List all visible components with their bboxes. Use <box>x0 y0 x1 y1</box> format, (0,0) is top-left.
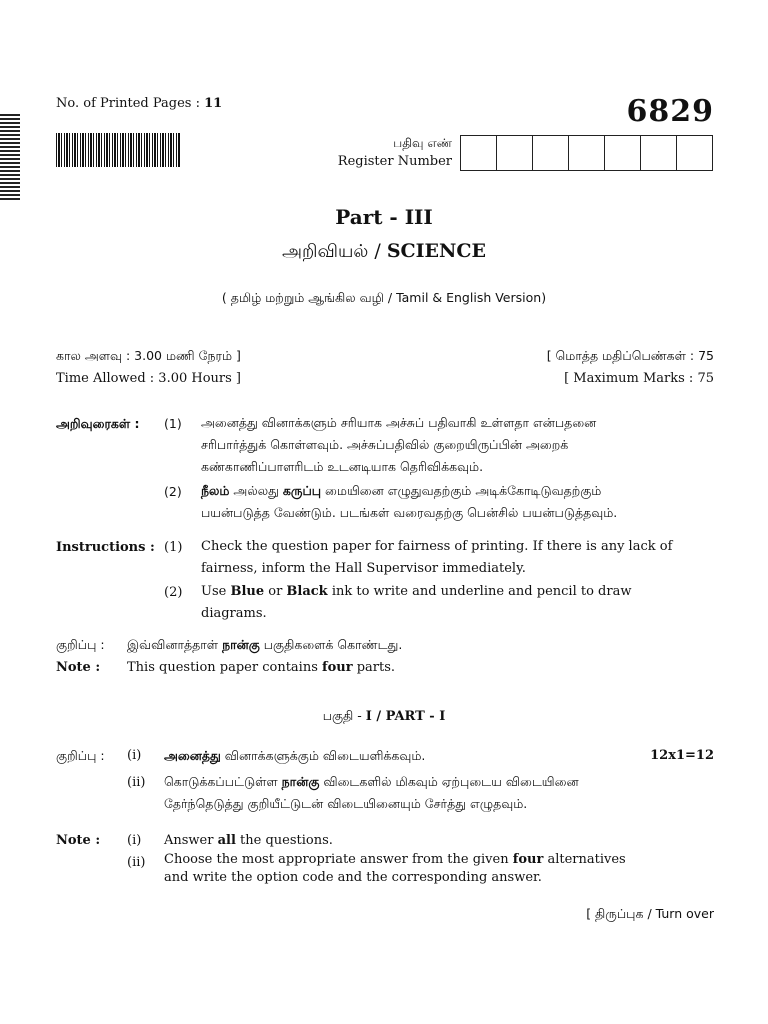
version-line: ( தமிழ் மற்றும் ஆங்கில வழி / Tamil & English Version) <box>221 290 547 305</box>
part1-ta-ii-num: (ii) <box>127 775 146 790</box>
marks-en: [ Maximum Marks : 75 <box>564 371 714 386</box>
part-title: Part - III <box>335 205 433 229</box>
paper-code: 6829 <box>626 94 714 129</box>
printed-pages-value: 11 <box>204 96 223 111</box>
part1-en-ii-c: alternatives <box>543 852 626 867</box>
note-ta-c: பகுதிகளைக் கொண்டது. <box>259 637 403 652</box>
instr-ta-text-1 <box>201 412 715 478</box>
instr-ta-num-1: (1) <box>164 416 182 431</box>
instr-en-2-line2: diagrams. <box>201 606 267 621</box>
or-word-en: or <box>264 584 287 599</box>
part1-en-ii-line1 <box>164 851 715 869</box>
use-word: Use <box>201 584 231 599</box>
part1-ta-ii-line2: தேர்ந்தெடுத்து குறியீட்டுடன் விடையினையும் சேர்த்து எழுதவும். <box>164 796 528 811</box>
instr-ta-1-line3: கண்காணிப்பாளரிடம் உடனடியாக தெரிவிக்கவும். <box>201 459 484 474</box>
part1-en-i-num: (i) <box>127 833 142 848</box>
blue-word-ta: நீலம் <box>201 483 230 498</box>
instr-en-text-1 <box>201 536 715 580</box>
register-digit-box[interactable] <box>461 136 497 170</box>
part1-en-i-rest: the questions. <box>235 833 333 848</box>
note-ta-four: நான்கு <box>222 637 260 652</box>
instructions-label-en: Instructions : <box>56 540 155 555</box>
note-text-en <box>127 660 395 675</box>
register-digit-box[interactable] <box>677 136 712 170</box>
barcode <box>56 133 180 167</box>
register-label-ta: பதிவு எண் <box>393 136 452 150</box>
subject-en: SCIENCE <box>386 240 486 262</box>
instr-ta-2-line1 <box>201 480 715 502</box>
printed-pages-label: No. of Printed Pages : <box>56 96 200 111</box>
part1-ta-i-rest: வினாக்களுக்கும் விடையளிக்கவும். <box>220 748 426 763</box>
instr-ta-1-line2: சரிபார்த்துக் கொள்ளவும். அச்சுப்பதிவில் குறையிருப்பின் அறைக் <box>201 437 569 452</box>
part1-en-ii-a: Choose the most appropriate answer from the given <box>164 852 513 867</box>
note-label-ta: குறிப்பு : <box>56 637 105 652</box>
part1-note-label-en: Note : <box>56 833 101 848</box>
part1-ta-ii-a: கொடுக்கப்பட்டுள்ள <box>164 774 282 789</box>
subject-separator: / <box>368 240 387 262</box>
note-en-c: parts. <box>352 660 396 675</box>
register-digit-box[interactable] <box>497 136 533 170</box>
instr-ta-text-2 <box>201 480 715 524</box>
all-word-ta: அனைத்து <box>164 748 221 763</box>
answer-word: Answer <box>164 833 218 848</box>
part1-note-label-ta: குறிப்பு : <box>56 748 105 763</box>
part1-heading-ta: பகுதி - <box>322 708 366 723</box>
register-label-en: Register Number <box>337 154 452 169</box>
note-label-en: Note : <box>56 660 101 675</box>
marks-ta: [ மொத்த மதிப்பெண்கள் : 75 <box>546 348 714 363</box>
part1-ta-i-text <box>164 748 425 765</box>
subject-title <box>0 240 768 264</box>
black-word-ta: கருப்பு <box>282 483 322 498</box>
part1-heading-en: I / PART - I <box>365 709 446 724</box>
instr-en-2-rest: ink to write and underline and pencil to draw <box>327 584 632 599</box>
part1-en-ii-line2: and write the option code and the corresponding answer. <box>164 870 542 885</box>
register-digit-box[interactable] <box>569 136 605 170</box>
time-en: Time Allowed : 3.00 Hours ] <box>56 371 242 386</box>
four-word-ta: நான்கு <box>281 774 320 789</box>
black-word-en: Black <box>286 584 328 599</box>
part1-en-ii-num: (ii) <box>127 855 146 870</box>
part1-heading <box>0 708 768 725</box>
part1-en-i-text <box>164 833 333 848</box>
part1-ta-ii-line1 <box>164 771 715 793</box>
register-digit-box[interactable] <box>641 136 677 170</box>
instr-ta-num-2: (2) <box>164 484 182 499</box>
instr-en-num-1: (1) <box>164 540 183 555</box>
or-word-ta: அல்லது <box>229 483 283 498</box>
part1-en-ii-text <box>164 851 715 887</box>
note-text-ta <box>127 637 402 654</box>
note-en-a: This question paper contains <box>127 660 322 675</box>
note-ta-a: இவ்வினாத்தாள் <box>127 637 223 652</box>
edge-registration-marks <box>0 114 20 202</box>
register-digit-box[interactable] <box>533 136 569 170</box>
part1-ta-i-num: (i) <box>127 748 142 763</box>
instructions-label-ta: அறிவுரைகள் : <box>56 416 140 431</box>
instr-en-num-2: (2) <box>164 585 183 600</box>
note-en-four: four <box>322 660 353 675</box>
blue-word-en: Blue <box>230 584 265 599</box>
register-digit-box[interactable] <box>605 136 641 170</box>
instr-ta-2-line2: பயன்படுத்த வேண்டும். படங்கள் வரைவதற்கு பென்சில் பயன்படுத்தவும். <box>201 505 618 520</box>
register-number-boxes[interactable] <box>460 135 713 171</box>
turn-over: [ திருப்புக / Turn over <box>586 906 714 921</box>
printed-pages <box>56 96 222 111</box>
part1-ta-ii-c: விடைகளில் மிகவும் ஏற்புடைய விடையினை <box>319 774 579 789</box>
all-word-en: all <box>217 833 236 848</box>
instr-en-text-2 <box>201 581 715 625</box>
subject-ta: அறிவியல் <box>281 241 369 262</box>
four-word-en: four <box>512 852 544 867</box>
time-ta: கால அளவு : 3.00 மணி நேரம் ] <box>56 348 241 363</box>
part1-ta-ii-text <box>164 771 715 815</box>
instr-ta-1-line1: அனைத்து வினாக்களும் சரியாக அச்சுப் பதிவாகி உள்ளதா என்பதனை <box>201 415 597 430</box>
instr-en-1-line1: Check the question paper for fairness of printing. If there is any lack of <box>201 539 673 554</box>
instr-ta-2-rest: மையினை எழுதுவதற்கும் அடிக்கோடிடுவதற்கும் <box>321 483 602 498</box>
part1-marks: 12x1=12 <box>650 748 714 763</box>
instr-en-2-line1 <box>201 581 715 603</box>
instr-en-1-line2: fairness, inform the Hall Supervisor immediately. <box>201 561 526 576</box>
